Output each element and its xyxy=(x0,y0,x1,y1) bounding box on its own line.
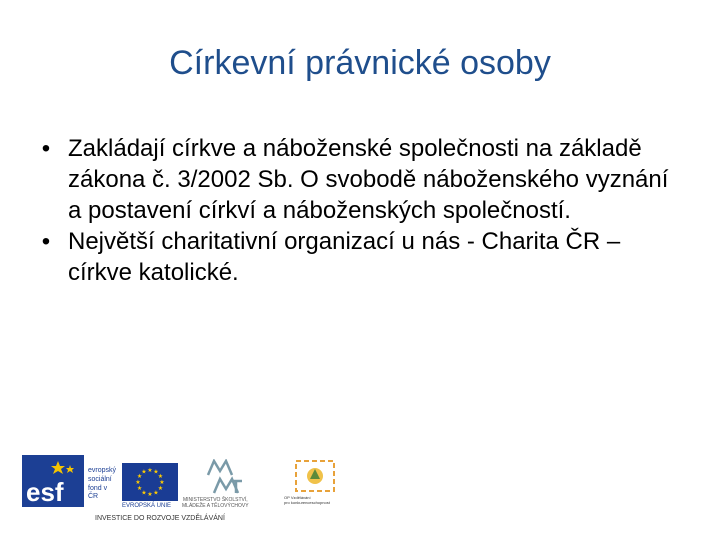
op-caption-line2: pro konkurenceschopnost xyxy=(284,500,330,505)
bullet-item xyxy=(36,133,676,226)
bullet-item xyxy=(36,226,676,288)
esf-text-line3: fond v ČR xyxy=(88,485,108,500)
op-caption xyxy=(284,495,330,505)
esf-text-line1: evropský xyxy=(88,467,117,474)
svg-text:★: ★ xyxy=(136,485,143,492)
svg-text:★: ★ xyxy=(141,489,147,497)
svg-text:★: ★ xyxy=(147,491,153,498)
msmt-caption xyxy=(182,497,249,509)
bullet-marker: • xyxy=(41,228,51,255)
eu-caption: EVROPSKÁ UNIE xyxy=(122,503,172,509)
svg-text:★: ★ xyxy=(157,473,164,480)
svg-text:★: ★ xyxy=(147,467,153,474)
slide-title: Církevní právnické osoby xyxy=(169,44,551,82)
footer-logos xyxy=(22,455,362,530)
esf-mark-icon xyxy=(22,455,84,507)
esf-text-line2: sociální xyxy=(88,476,112,483)
svg-text:★: ★ xyxy=(141,468,147,476)
svg-text:esf: esf xyxy=(26,477,64,507)
bullet-text: Největší charitativní organizací u nás - Charita ČR – církve katolické. xyxy=(68,228,621,286)
op-caption-line1: OP Vzdělávání xyxy=(284,495,311,500)
bullet-text: Zakládají církve a náboženské společnosti na základě zákona č. 3/2002 Sb. O svobodě náboženského vyznání a postavení církví a náboženských společností. xyxy=(68,135,669,224)
svg-text:★: ★ xyxy=(159,479,165,486)
svg-text:★: ★ xyxy=(153,468,159,476)
svg-text:★: ★ xyxy=(157,485,164,492)
svg-text:★: ★ xyxy=(136,473,143,480)
investice-caption: INVESTICE DO ROZVOJE VZDĚLÁVÁNÍ xyxy=(95,515,225,522)
svg-text:★: ★ xyxy=(153,489,159,497)
eu-flag-icon xyxy=(122,463,178,501)
esf-logo xyxy=(22,455,117,511)
bullet-marker: • xyxy=(41,135,51,162)
msmt-caption-line2: MLÁDEŽE A TĚLOVÝCHOVY xyxy=(182,503,249,509)
msmt-caption-line1: MINISTERSTVO ŠKOLSTVÍ, xyxy=(182,497,248,503)
bullet-list xyxy=(36,133,676,288)
svg-text:★: ★ xyxy=(135,479,141,486)
